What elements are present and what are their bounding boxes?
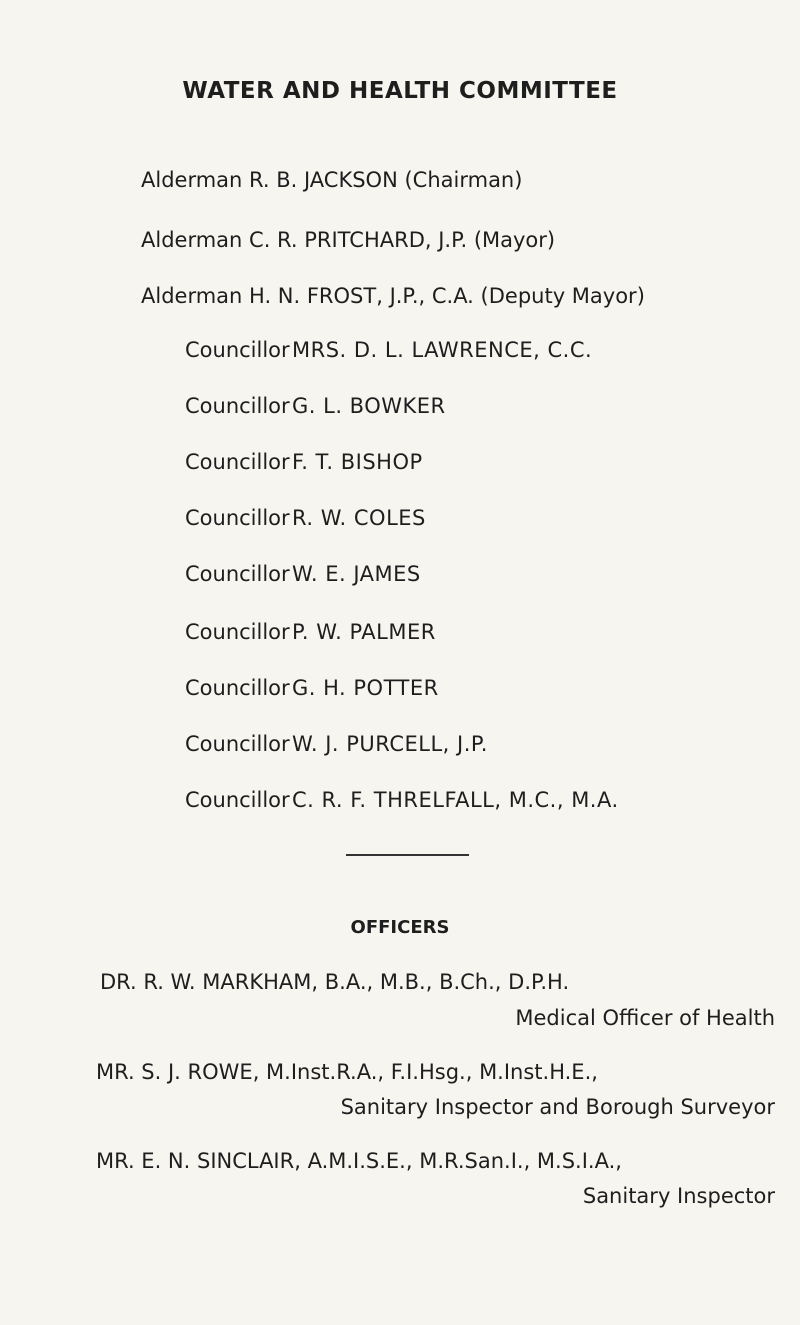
councillor-row xyxy=(185,732,488,756)
councillor-row xyxy=(185,394,446,418)
councillor-row xyxy=(185,620,436,644)
councillor-name: G. L. BOWKER xyxy=(292,394,446,418)
councillor-row xyxy=(185,788,619,812)
councillor-role: Councillor xyxy=(185,788,290,812)
councillor-role: Councillor xyxy=(185,562,290,586)
councillor-row xyxy=(185,338,592,362)
alderman-line: Alderman R. B. JACKSON (Chairman) xyxy=(141,168,523,192)
councillor-name: G. H. POTTER xyxy=(292,676,439,700)
councillor-name: F. T. BISHOP xyxy=(292,450,423,474)
councillor-role: Councillor xyxy=(185,394,290,418)
councillor-name: R. W. COLES xyxy=(292,506,426,530)
councillor-role: Councillor xyxy=(185,732,290,756)
councillor-row xyxy=(185,562,421,586)
councillor-row xyxy=(185,676,439,700)
councillor-name: W. E. JAMES xyxy=(292,562,421,586)
officer-name: MR. E. N. SINCLAIR, A.M.I.S.E., M.R.San.I., M.S.I.A., xyxy=(96,1149,622,1173)
alderman-line: Alderman H. N. FROST, J.P., C.A. (Deputy Mayor) xyxy=(141,284,645,308)
officer-title: Medical Officer of Health xyxy=(515,1006,775,1030)
councillor-row xyxy=(185,506,426,530)
councillor-role: Councillor xyxy=(185,676,290,700)
councillor-name: C. R. F. THRELFALL, M.C., M.A. xyxy=(292,788,619,812)
officer-title: Sanitary Inspector xyxy=(582,1184,775,1208)
councillor-role: Councillor xyxy=(185,450,290,474)
councillor-role: Councillor xyxy=(185,338,290,362)
officer-title: Sanitary Inspector and Borough Surveyor xyxy=(340,1095,775,1119)
alderman-line: Alderman C. R. PRITCHARD, J.P. (Mayor) xyxy=(141,228,556,252)
officer-name: MR. S. J. ROWE, M.Inst.R.A., F.I.Hsg., M.Inst.H.E., xyxy=(96,1060,598,1084)
councillor-name: P. W. PALMER xyxy=(292,620,436,644)
councillor-name: W. J. PURCELL, J.P. xyxy=(292,732,488,756)
councillor-role: Councillor xyxy=(185,620,290,644)
councillor-name: MRS. D. L. LAWRENCE, C.C. xyxy=(292,338,593,362)
officer-name: DR. R. W. MARKHAM, B.A., M.B., B.Ch., D.P.H. xyxy=(100,970,570,994)
section-divider xyxy=(346,854,469,856)
councillor-role: Councillor xyxy=(185,506,290,530)
officers-heading: OFFICERS xyxy=(350,917,450,938)
page-title: WATER AND HEALTH COMMITTEE xyxy=(182,78,618,104)
councillor-row xyxy=(185,450,423,474)
